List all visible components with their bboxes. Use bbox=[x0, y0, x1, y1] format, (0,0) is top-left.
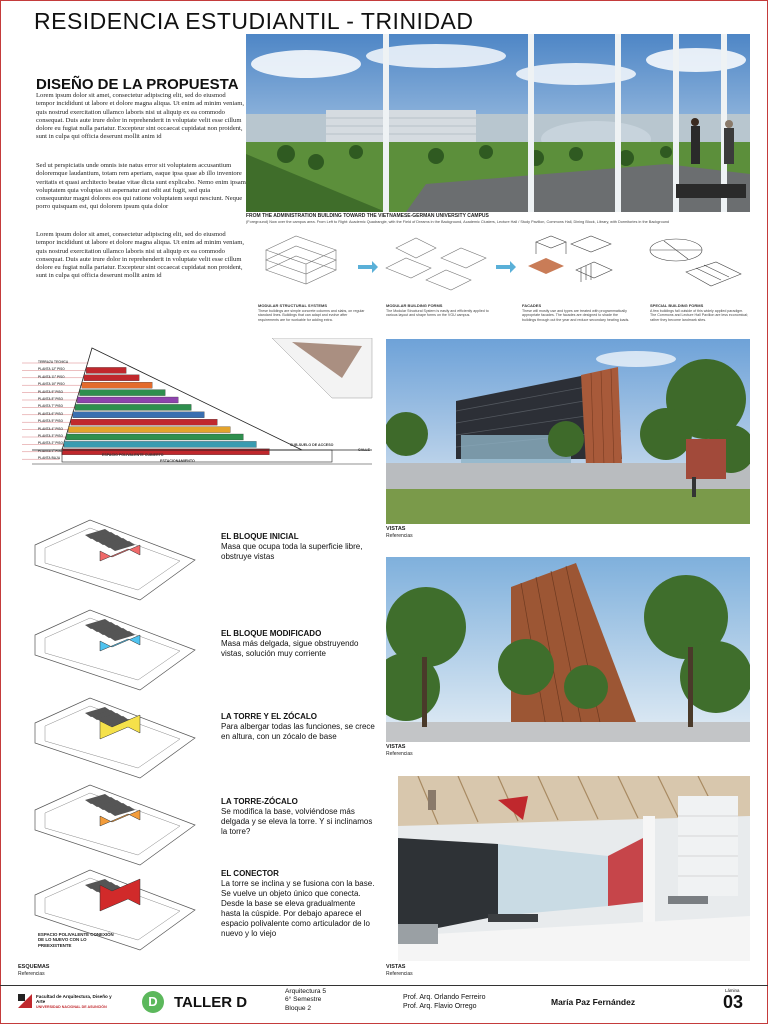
footer-divider bbox=[0, 985, 768, 986]
floor-label: PLANTA 2° PISO bbox=[38, 441, 64, 446]
view-2-title: VISTAS bbox=[386, 744, 406, 750]
floor-label: PLANTA 5° PISO bbox=[38, 419, 64, 424]
floor-bar bbox=[66, 434, 243, 440]
scheme-drawing bbox=[35, 785, 195, 865]
scheme-drawing bbox=[35, 520, 195, 600]
sheet-label: Lámina bbox=[725, 988, 740, 993]
taller-badge: D bbox=[142, 991, 164, 1013]
floor-bar bbox=[80, 390, 166, 396]
view-3-title: VISTAS bbox=[386, 964, 406, 970]
section-label-calle: CALLE bbox=[358, 448, 370, 452]
course-line-1: Arquitectura 5 bbox=[285, 988, 327, 995]
floor-label: PLANTA 3° PISO bbox=[38, 434, 64, 438]
floor-bar bbox=[73, 412, 204, 418]
floor-label: TERRAZA TECNICA bbox=[38, 360, 69, 364]
paragraph-1: Lorem ipsum dolor sit amet, consectetur adipiscing elit, sed do eiusmod tempor incididunt ut labore et dolore magna aliqua. Ut enim ad minim veniam, quis nostrud exercitation ullamco laboris nisi ut aliquip ex ea commodo consequat. Duis aute irure dolor in reprehenderit in voluptate velit esse cillum dolore eu fugiat nulla pariatur. Excepteur sint occaecat cupidatat non proident, sunt in culpa qui officia deserunt mollit anim id bbox=[36, 92, 245, 141]
paragraph-2: Sed ut perspiciatis unde omnis iste natus error sit voluptatem accusantium doloremque laudantium, totam rem aperiam, eaque ipsa quae ab illo inventore veritatis et quasi architecto beatae vitae dicta sunt explicabo. Nemo enim ipsam voluptatem quia voluptas sit aspernatur aut odit aut fugit, sed quia consequuntur magni dolores eos qui ratione voluptatem sequi nesciunt. Neque porro quisquam est, qui dolorem ipsum quia dolor bbox=[36, 162, 246, 211]
diagram-label-special: SPECIAL BUILDING FORMS bbox=[650, 303, 704, 308]
exterior-view-photo-2 bbox=[386, 557, 750, 742]
scheme-note: ESPACIO POLIVALENTE CONEXIÓN DE LO NUEVO CON LO PREEXISTENTE bbox=[38, 932, 114, 948]
professor-2: Prof. Arq. Flavio Orrego bbox=[403, 1003, 477, 1010]
scheme-5 bbox=[221, 869, 376, 939]
section-label-espacio: ESPACIO POLIVALENTE CUBIERTO bbox=[102, 453, 164, 457]
scheme-drawing bbox=[35, 610, 195, 690]
esquemas-ref: Referencias bbox=[18, 971, 45, 977]
view-2-ref: Referencias bbox=[386, 751, 413, 757]
course-line-3: Bloque 2 bbox=[285, 1004, 312, 1012]
scheme-4-title: LA TORRE-ZÓCALO bbox=[221, 797, 298, 806]
floor-bar bbox=[77, 397, 178, 403]
floor-bar bbox=[68, 427, 230, 433]
student-name: María Paz Fernández bbox=[551, 997, 636, 1007]
professor-1: Prof. Arq. Orlando Ferreiro bbox=[403, 994, 486, 1001]
diagram-label-facades: FACADES bbox=[522, 303, 542, 308]
view-1-ref: Referencias bbox=[386, 533, 413, 539]
faculty-logo-icon bbox=[18, 994, 32, 1008]
floor-bar bbox=[64, 441, 256, 447]
top-photo-caption: FROM THE ADMINISTRATION BUILDING TOWARD THE VIETNAMESE-GERMAN UNIVERSITY CAMPUS bbox=[246, 213, 489, 219]
floor-label: PLANTA BAJA bbox=[38, 456, 61, 461]
sheet-number: 03 bbox=[723, 992, 744, 1012]
floor-bar bbox=[86, 367, 126, 373]
diagram-text-structure: These buildings are simple concrete columns and slabs, on regular standard lines. Buildings that can adapt and evolve after requirements are for workable for adding extra. bbox=[258, 309, 365, 322]
interior-campus-view-photo bbox=[246, 34, 750, 212]
scheme-2-text: Masa más delgada, sigue obstruyendo vistas, solución muy corriente bbox=[221, 639, 359, 658]
scheme-1 bbox=[221, 532, 376, 562]
scheme-4-text: Se modifica la base, volviéndose más delgada y se eleva la torre. Y si inclinamos la torre? bbox=[221, 807, 373, 836]
floor-label: PLANTA 12° PISO bbox=[38, 367, 65, 372]
scheme-4 bbox=[221, 797, 376, 837]
scheme-2-title: EL BLOQUE MODIFICADO bbox=[221, 629, 322, 638]
scheme-3-text: Para albergar todas las funciones, se crece en altura, con un zócalo de base bbox=[221, 722, 375, 741]
diagram-text-special: A few buildings fall outside of this widely applied paradigm. The Commons and Lecture Hall Pavilion are less economical; rather they become landmark sites. bbox=[650, 309, 749, 322]
university-name: UNIVERSIDAD NACIONAL DE ASUNCIÓN bbox=[36, 1005, 107, 1009]
diagram-label-structure: MODULAR STRUCTURAL SYSTEMS bbox=[258, 303, 328, 308]
paragraph-3: Lorem ipsum dolor sit amet, consectetur adipiscing elit, sed do eiusmod tempor incididunt ut labore et dolore magna aliqua. Ut enim ad minim veniam, quis nostrud exercitation ullamco laboris nisi ut aliquip ex ea commodo consequat. Duis aute irure dolor in reprehenderit in voluptate velit esse cillum dolore eu fugiat nulla pariatur. Excepteur sint occaecat cupidatat non proident, sunt in culpa qui officia deserunt mollit anim id bbox=[36, 231, 245, 280]
floor-label: PLANTA 6° PISO bbox=[38, 411, 64, 416]
view-1-title: VISTAS bbox=[386, 526, 406, 532]
professors bbox=[403, 993, 485, 1011]
scheme-1-text: Masa que ocupa toda la superficie libre, obstruye vistas bbox=[221, 542, 363, 561]
scheme-3-title: LA TORRE Y EL ZÓCALO bbox=[221, 712, 318, 721]
scheme-3 bbox=[221, 712, 376, 742]
floor-label: PLANTA 11° PISO bbox=[38, 374, 65, 379]
view-3-ref: Referencias bbox=[386, 971, 413, 977]
section-title: DISEÑO DE LA PROPUESTA bbox=[36, 76, 239, 93]
esquemas-title: ESQUEMAS bbox=[18, 964, 50, 970]
faculty-name: Facultad de Arquitectura, Diseño y Arte bbox=[36, 994, 112, 1005]
floor-label: PLANTA 1° PISO bbox=[38, 448, 64, 453]
floor-label: PLANTA 8° PISO bbox=[38, 397, 64, 401]
section-label-sub: SUB-SUELO DE ACCESO bbox=[290, 443, 334, 447]
taller-name: TALLER D bbox=[174, 994, 248, 1011]
section-label-estacionamiento: ESTACIONAMIENTO bbox=[160, 459, 195, 463]
scheme-5-title: EL CONECTOR bbox=[221, 869, 279, 878]
scheme-1-title: EL BLOQUE INICIAL bbox=[221, 532, 299, 541]
footer bbox=[0, 985, 768, 1022]
floor-bar bbox=[71, 419, 218, 425]
diagram-text-facades: These will mostly use and types are treated with programmatically appropriate facades. The facades are designed to shade the buildings through out the year and reduce secondary heating loads. bbox=[522, 309, 630, 322]
top-photo-subcaption: (Foreground) Now over the campus area. From Left to Right: Academic Quadrangle, with the Field of Dreams in the Background, Academic Clusters, Lecture Hall / Study Pavilion, Commons Hall, Dining Block, Library, with Dormitories in the Background bbox=[246, 220, 670, 224]
scheme-drawing bbox=[35, 698, 195, 778]
scheme-5-text: La torre se inclina y se fusiona con la base. Se vuelve un objeto único que conecta. Desde la base se eleva gradualmente hasta la cúspide. Por debajo aparece el espacio polivalente como articulador de lo nuevo y lo viejo bbox=[221, 879, 375, 938]
floor-bar bbox=[84, 375, 139, 381]
diagram-label-forms: MODULAR BUILDING FORMS bbox=[386, 303, 443, 308]
floor-bar bbox=[75, 404, 191, 410]
floor-label: PLANTA 10° PISO bbox=[38, 382, 65, 387]
course-line-2: 6° Semestre bbox=[285, 996, 322, 1004]
floor-label: PLANTA 9° PISO bbox=[38, 389, 64, 394]
floor-label: PLANTA 7° PISO bbox=[38, 404, 64, 409]
scheme-2 bbox=[221, 629, 376, 659]
interior-hall-view-photo bbox=[398, 776, 750, 961]
diagram-text-forms: The Modular Structural System is easily and efficiently applied to various layout and shape forms on the VGU campus. bbox=[386, 309, 489, 318]
floor-label: PLANTA 4° PISO bbox=[38, 426, 64, 431]
page-title: RESIDENCIA ESTUDIANTIL - TRINIDAD bbox=[34, 8, 474, 34]
floor-bar bbox=[82, 382, 152, 388]
course-info bbox=[285, 988, 326, 1013]
exterior-view-photo-1 bbox=[386, 339, 750, 524]
